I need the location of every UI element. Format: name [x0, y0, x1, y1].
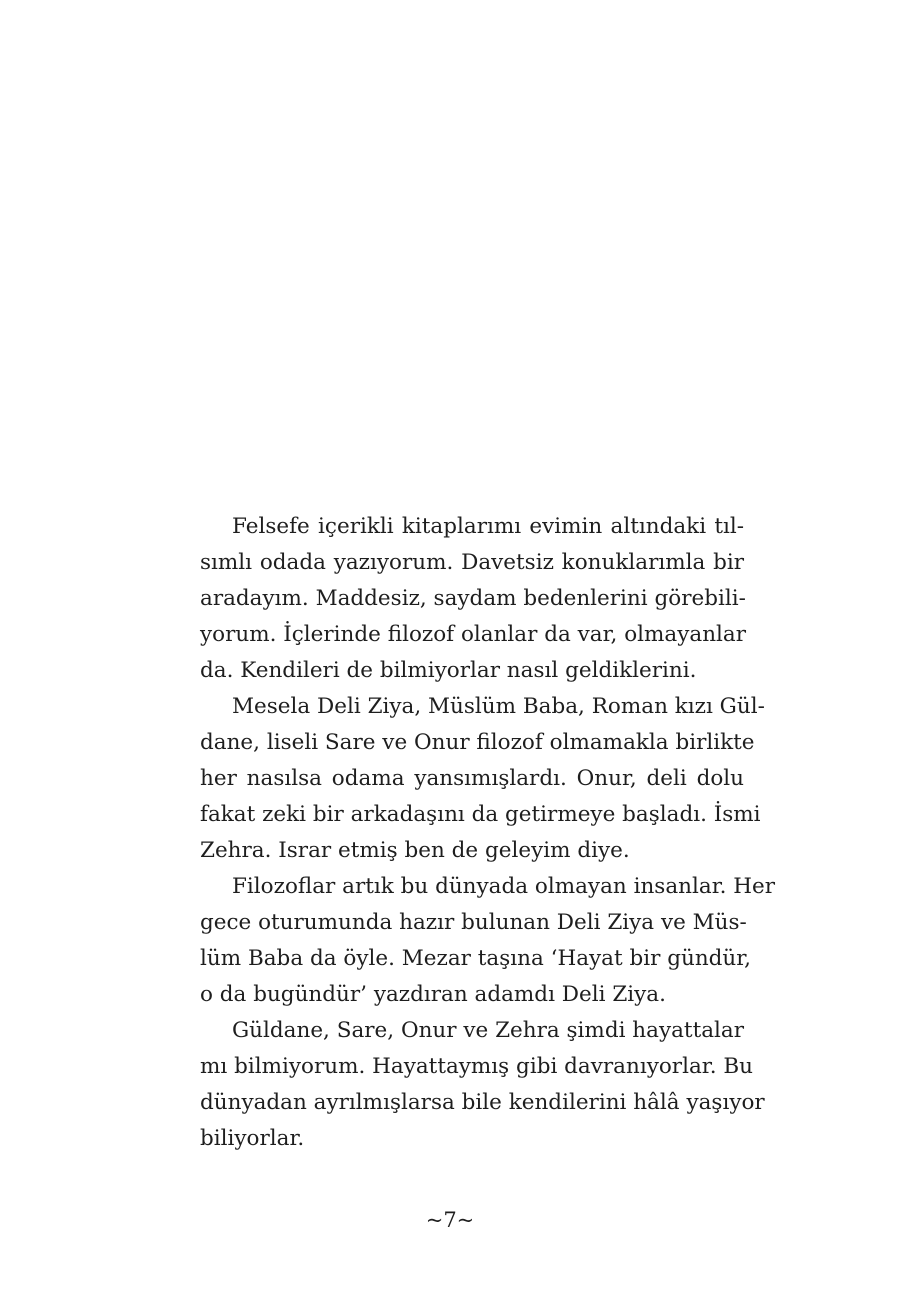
text-line: da. Kendileri de bilmiyorlar nasıl geldiklerini.	[200, 658, 697, 683]
text-line: her nasılsa odama yansımışlardı. Onur, deli dolu	[200, 766, 744, 791]
text-line: aradayım. Maddesiz, saydam bedenlerini görebili-	[200, 586, 746, 611]
text-line: dünyadan ayrılmışlarsa bile kendilerini hâlâ yaşıyor	[200, 1090, 765, 1115]
text-line: o da bugündür’ yazdıran adamdı Deli Ziya.	[200, 982, 666, 1007]
text-line: Felsefe içerikli kitaplarımı evimin altındaki tıl-	[232, 514, 744, 539]
text-line: Güldane, Sare, Onur ve Zehra şimdi hayattalar	[232, 1018, 744, 1043]
body-text	[200, 509, 776, 1157]
text-line: Zehra. Israr etmiş ben de geleyim diye.	[200, 838, 630, 863]
text-line: biliyorlar.	[200, 1126, 305, 1151]
text-line: Filozoflar artık bu dünyada olmayan insanlar. Her	[232, 874, 776, 899]
text-line: yorum. İçlerinde filozof olanlar da var, olmayanlar	[200, 622, 747, 647]
text-line: sımlı odada yazıyorum. Davetsiz konuklarımla bir	[200, 550, 744, 575]
page-number: ~7~	[425, 1208, 475, 1232]
text-line: Mesela Deli Ziya, Müslüm Baba, Roman kızı Gül-	[232, 694, 765, 719]
text-line: lüm Baba da öyle. Mezar taşına ‘Hayat bir gündür,	[200, 946, 752, 971]
text-line: dane, liseli Sare ve Onur filozof olmamakla birlikte	[200, 730, 755, 755]
text-line: gece oturumunda hazır bulunan Deli Ziya ve Müs-	[200, 910, 747, 935]
text-line: fakat zeki bir arkadaşını da getirmeye başladı. İsmi	[200, 802, 761, 827]
text-line: mı bilmiyorum. Hayattaymış gibi davranıyorlar. Bu	[200, 1054, 754, 1079]
